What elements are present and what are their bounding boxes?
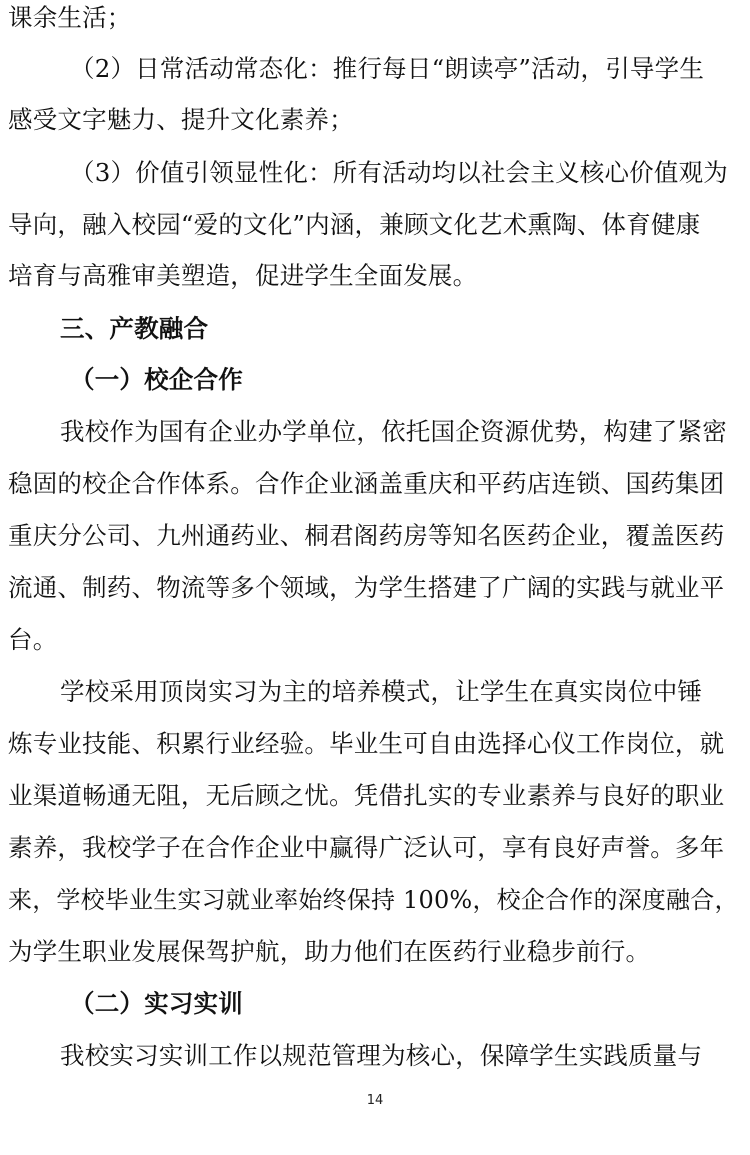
text-line: 素养，我校学子在合作企业中赢得广泛认可，享有良好声誉。多年 — [8, 833, 725, 862]
text-line: 炼专业技能、积累行业经验。毕业生可自由选择心仪工作岗位，就 — [8, 729, 725, 758]
subsection-heading: （二）实习实训 — [70, 989, 243, 1018]
text-line: 我校实习实训工作以规范管理为核心，保障学生实践质量与 — [60, 1041, 703, 1070]
text-line: 培育与高雅审美塑造，促进学生全面发展。 — [8, 261, 478, 290]
text-line: 流通、制药、物流等多个领域，为学生搭建了广阔的实践与就业平 — [8, 573, 725, 602]
text-line: 课余生活； — [8, 3, 132, 32]
text-line: 重庆分公司、九州通药业、桐君阁药房等知名医药企业，覆盖医药 — [8, 521, 725, 550]
text-line: 导向，融入校园“爱的文化”内涵，兼顾文化艺术熏陶、体育健康 — [8, 210, 701, 239]
text-line: 为学生职业发展保驾护航，助力他们在医药行业稳步前行。 — [8, 937, 651, 966]
text-line: 台。 — [8, 625, 58, 654]
text-line: （2）日常活动常态化：推行每日“朗读亭”活动，引导学生 — [70, 54, 705, 83]
text-line: 来，学校毕业生实习就业率始终保持 100%，校企合作的深度融合， — [8, 886, 739, 914]
text-line: 我校作为国有企业办学单位，依托国企资源优势，构建了紧密 — [60, 417, 727, 446]
text-line: 感受文字魅力、提升文化素养； — [8, 105, 354, 134]
subsection-heading: （一）校企合作 — [70, 365, 243, 394]
text-line: 业渠道畅通无阻，无后顾之忧。凭借扎实的专业素养与良好的职业 — [8, 781, 725, 810]
page-number: 14 — [366, 1093, 384, 1108]
text-line: （3）价值引领显性化：所有活动均以社会主义核心价值观为 — [70, 158, 728, 187]
text-line: 学校采用顶岗实习为主的培养模式，让学生在真实岗位中锤 — [60, 677, 703, 706]
section-heading: 三、产教融合 — [60, 314, 209, 343]
text-line: 稳固的校企合作体系。合作企业涵盖重庆和平药店连锁、国药集团 — [8, 469, 725, 498]
